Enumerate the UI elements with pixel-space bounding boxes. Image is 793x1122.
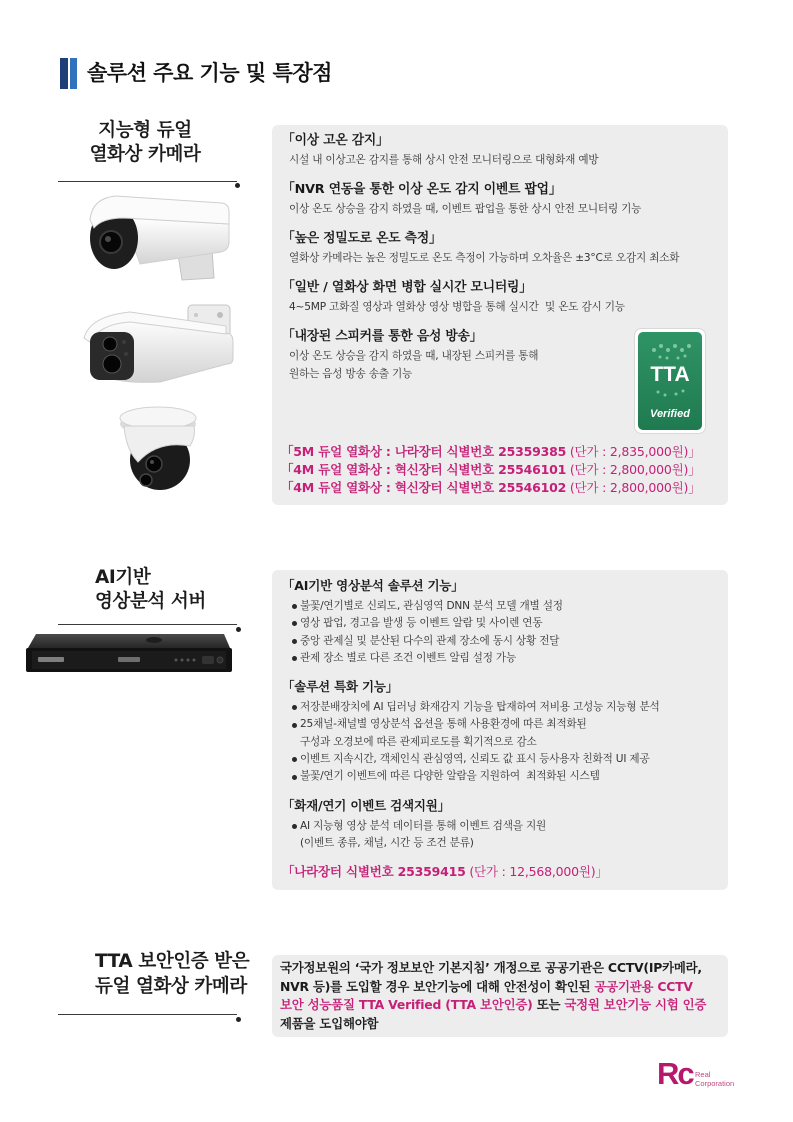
- notice-panel: [272, 955, 728, 1037]
- notice-line: [280, 1015, 720, 1034]
- bullet-continuation: 구성과 오경보에 따른 관제피로도를 획기적으로 감소: [300, 735, 537, 748]
- price-list: [281, 443, 701, 497]
- title-accent-bar-dark: [60, 58, 68, 89]
- feature-title: 「높은 정밀도로 온도 측정」: [282, 231, 442, 246]
- badge-mark: TTA: [650, 363, 690, 386]
- section-heading: [80, 119, 210, 167]
- feature-description: 이상 온도 상승을 감지 하였을 때, 이벤트 팝업을 통한 상시 안전 모니터링 기능: [289, 203, 642, 215]
- logo-text-line: Real: [695, 1070, 711, 1079]
- bullet-dot-icon: [292, 723, 297, 728]
- price-line: [281, 461, 701, 479]
- feature-title: 「일반 / 열화상 화면 병합 실시간 모니터링」: [282, 280, 532, 295]
- bullet-item: [282, 818, 718, 835]
- feature-description: 열화상 카메라는 높은 정밀도로 온도 측정이 가능하며 오차율은 ±3°C로 오감지 최소화: [289, 252, 680, 264]
- bullet-item: [282, 650, 718, 667]
- bullet-list: [282, 818, 718, 853]
- heading-underline-dot: [236, 627, 241, 632]
- heading-underline-dot: [235, 183, 240, 188]
- bullet-text: 불꽃/연기별로 신뢰도, 관심영역 DNN 분석 모델 개별 설정: [300, 600, 563, 612]
- feature-description: 4~5MP 고화질 영상과 열화상 영상 병합을 통해 실시간 및 온도 감시 기능: [289, 301, 625, 313]
- bullet-text: AI 지능형 영상 분석 데이터를 통해 이벤트 검색을 지원: [300, 819, 547, 832]
- feature-item: [282, 278, 718, 316]
- procurement-id: 「나라장터 식별번호 25359415: [282, 864, 466, 880]
- procurement-id: 「4M 듀얼 열화상 : 혁신장터 식별번호 25546102: [281, 480, 567, 495]
- price-line: [281, 443, 701, 461]
- feature-description: 시설 내 이상고온 감지를 통해 상시 안전 모니터링으로 대형화재 예방: [289, 154, 599, 166]
- bullet-list: [282, 598, 718, 667]
- feature-title: 「내장된 스피커를 통한 음성 방송」: [282, 329, 483, 344]
- unit-price: (단가 : 2,800,000원)」: [566, 480, 701, 495]
- notice-text: 또는: [532, 997, 565, 1013]
- procurement-id: 「4M 듀얼 열화상 : 혁신장터 식별번호 25546101: [281, 462, 567, 477]
- feature-description: 원하는 음성 방송 송출 기능: [289, 368, 413, 380]
- bullet-item: [282, 633, 718, 650]
- feature-group-title: 「화재/연기 이벤트 검색지원」: [282, 797, 450, 813]
- unit-price: (단가 : 2,835,000원)」: [566, 444, 701, 459]
- badge-label: Verified: [650, 408, 690, 420]
- notice-line: [280, 996, 720, 1015]
- section-heading: [95, 566, 206, 614]
- feature-group: [282, 677, 718, 785]
- feature-panel: [272, 125, 728, 505]
- feature-item: [282, 229, 718, 267]
- section-heading-line: 듀얼 열화상 카메라: [95, 976, 247, 997]
- bullet-dot-icon: [292, 824, 297, 829]
- bullet-text: 이벤트 지속시간, 객체인식 관심영역, 신뢰도 값 표시 등사용자 친화적 UI 제공: [300, 753, 650, 766]
- bullet-dot-icon: [292, 775, 297, 780]
- bullet-dot-icon: [292, 757, 297, 762]
- bullet-text: 관제 장소 별로 다른 조건 이벤트 알림 설정 가능: [300, 651, 516, 664]
- tta-verified-badge-icon: [634, 328, 706, 434]
- bullet-text: 불꽃/연기 이벤트에 따른 다양한 알람을 지원하여 최적화된 시스템: [300, 770, 600, 783]
- notice-highlight: 국정원 보안기능 시험 인증: [564, 997, 707, 1013]
- bullet-item: [282, 598, 718, 615]
- server-top-cover: [28, 634, 230, 648]
- heading-underline: [58, 624, 237, 625]
- logo-mark: Rc: [657, 1056, 693, 1091]
- feature-panel: [272, 570, 728, 890]
- heading-underline: [58, 181, 237, 182]
- heading-underline-dot: [236, 1017, 241, 1022]
- unit-price: (단가 : 2,800,000원)」: [566, 462, 701, 477]
- notice-highlight: 보안 성능품질 TTA Verified (TTA 보안인증): [280, 997, 533, 1013]
- server-device-image: [26, 630, 232, 676]
- title-accent-bar-light: [70, 58, 77, 89]
- bullet-dot-icon: [292, 656, 297, 661]
- procurement-id: 「5M 듀얼 열화상 : 나라장터 식별번호 25359385: [281, 444, 567, 459]
- thermal-lens: [140, 474, 152, 486]
- notice-line: [280, 959, 720, 978]
- feature-group-title: 「솔루션 특화 기능」: [282, 679, 399, 695]
- camera-lens: [100, 231, 122, 253]
- bullet-text: 저장분배장치에 AI 딥러닝 화재감지 기능을 탑재하여 저비용 고성능 지능형 분석: [300, 701, 660, 714]
- bullet-list: [282, 699, 718, 785]
- price-line: [282, 863, 718, 881]
- bullet-item: [282, 716, 718, 733]
- feature-group: [282, 576, 718, 667]
- section-heading-line: 지능형 듀얼: [98, 120, 192, 141]
- bullet-item: [282, 768, 718, 785]
- bullet-item: [282, 751, 718, 768]
- dome-camera-image: [118, 404, 200, 494]
- feature-group: [282, 796, 718, 853]
- camera-lens: [103, 337, 117, 351]
- power-button-icon: [217, 657, 223, 663]
- section-heading-line: AI기반: [95, 567, 151, 588]
- feature-title: 「NVR 연동을 통한 이상 온도 감지 이벤트 팝업」: [282, 182, 562, 197]
- bullet-text: 중앙 관제실 및 분산된 다수의 관제 장소에 동시 상황 전달: [300, 634, 560, 647]
- section-heading-line: 영상분석 서버: [95, 591, 206, 612]
- section-heading-line: 열화상 카메라: [89, 144, 201, 165]
- notice-line: [280, 978, 720, 997]
- feature-description: 이상 온도 상승을 감지 하였을 때, 내장된 스피커를 통해: [289, 350, 539, 362]
- section-heading: [95, 949, 249, 999]
- price-line: [281, 479, 701, 497]
- notice-text: 국가정보원의 ‘국가 정보보안 기본지침’ 개정으로 공공기관은 CCTV(IP카메라,: [280, 960, 702, 975]
- camera-lens: [146, 456, 162, 472]
- unit-price: (단가 : 12,568,000원)」: [465, 864, 608, 880]
- feature-item: [282, 131, 718, 169]
- bullet-text: 25채널-채널별 영상분석 옵션을 통해 사용환경에 따른 최적화된: [300, 718, 587, 731]
- bullet-continuation: (이벤트 종류, 채널, 시간 등 조건 분류): [300, 836, 474, 849]
- section-heading-line: TTA 보안인증 받은: [95, 951, 250, 972]
- thermal-lens: [103, 355, 121, 373]
- bullet-camera-image: [84, 192, 230, 282]
- notice-highlight: 공공기관용 CCTV: [594, 978, 693, 994]
- notice-text: 제품을 도입해야함: [280, 1016, 379, 1032]
- feature-group-title: 「AI기반 영상분석 솔루션 기능」: [282, 578, 464, 593]
- bullet-item: [282, 699, 718, 716]
- page-title: 솔루션 주요 기능 및 특장점: [87, 61, 332, 85]
- heading-underline: [58, 1014, 237, 1015]
- bullet-camera-image-2: [80, 302, 235, 388]
- bullet-dot-icon: [292, 705, 297, 710]
- bullet-dot-icon: [292, 621, 297, 626]
- logo-text-line: Corporation: [695, 1079, 735, 1088]
- bullet-text: 영상 팝업, 경고음 발생 등 이벤트 알람 및 사이렌 연동: [300, 617, 543, 630]
- feature-item: [282, 180, 718, 218]
- bullet-dot-icon: [292, 604, 297, 609]
- notice-text: NVR 등)를 도입할 경우 보안기능에 대해 안전성이 확인된: [280, 978, 595, 994]
- tta-verified-badge: [634, 328, 706, 434]
- bullet-dot-icon: [292, 639, 297, 644]
- feature-title: 「이상 고온 감지」: [282, 133, 389, 148]
- bullet-item: [282, 615, 718, 632]
- camera-body: [124, 218, 229, 264]
